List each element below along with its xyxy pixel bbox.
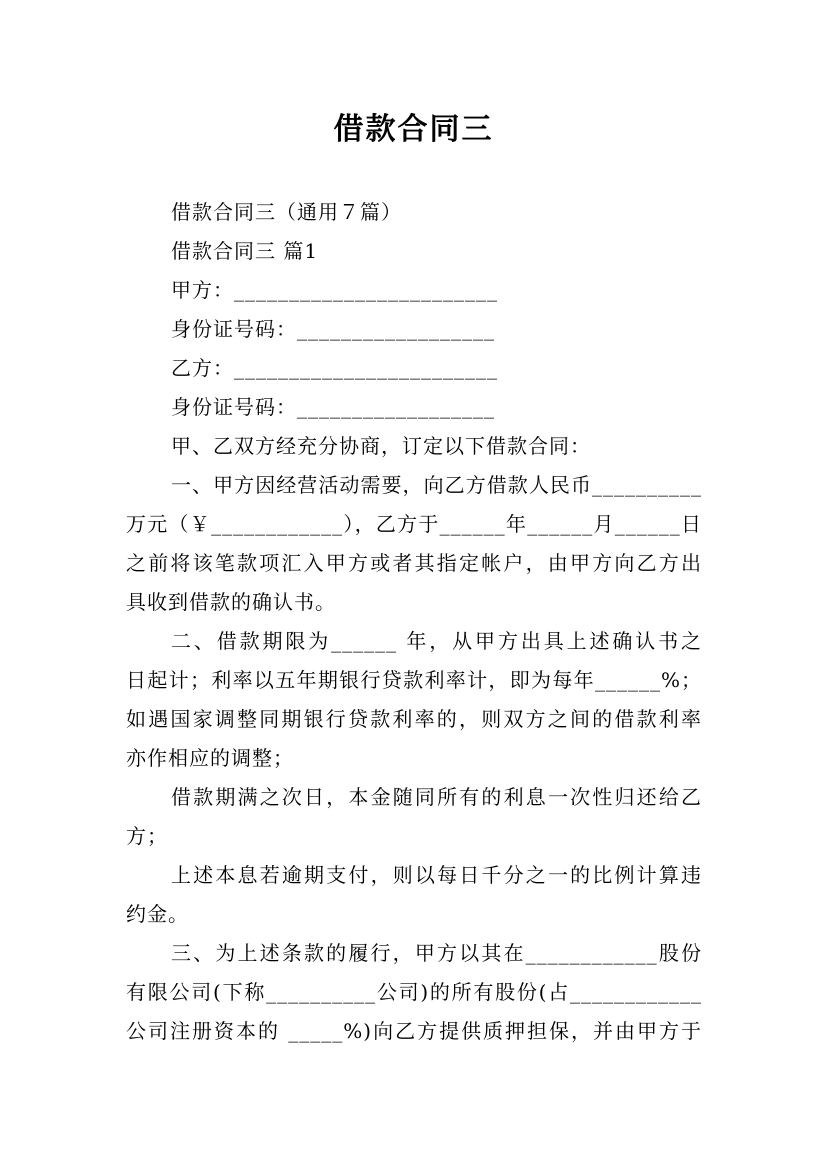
- line-text: 约金。: [126, 902, 189, 926]
- paragraph-line: [126, 934, 702, 973]
- paragraph-line: [126, 973, 702, 1012]
- line-text: 三、为上述条款的履行，甲方以其在____________股份: [171, 941, 702, 965]
- paragraph-line: [126, 544, 702, 583]
- line-text: 如遇国家调整同期银行贷款利率的，则双方之间的借款利率: [126, 707, 702, 731]
- paragraph-line: [126, 895, 702, 934]
- paragraph-line: [126, 271, 702, 310]
- line-text: 之前将该笔款项汇入甲方或者其指定帐户，由甲方向乙方出: [126, 551, 702, 575]
- paragraph-line: [126, 349, 702, 388]
- line-text: 身份证号码：__________________: [171, 317, 495, 341]
- paragraph-line: [126, 739, 702, 778]
- line-text: 一、甲方因经营活动需要，向乙方借款人民币__________: [171, 473, 702, 497]
- paragraph-line: [126, 505, 702, 544]
- paragraph-line: [126, 232, 702, 271]
- paragraph-line: [126, 193, 702, 232]
- paragraph-line: [126, 661, 702, 700]
- line-text: 甲、乙双方经充分协商，订定以下借款合同：: [171, 434, 591, 458]
- document-title: 借款合同三: [333, 112, 494, 147]
- line-text: 借款合同三（通用７篇）: [171, 200, 402, 224]
- line-text: 甲方：________________________: [171, 278, 498, 302]
- line-text: 借款期满之次日，本金随同所有的利息一次性归还给乙: [171, 785, 702, 809]
- paragraph-line: [126, 622, 702, 661]
- line-text: 万元（￥____________），乙方于______年______月______日: [126, 512, 702, 536]
- paragraph-line: [126, 817, 702, 856]
- line-text: 乙方：________________________: [171, 356, 498, 380]
- paragraph-line: [126, 466, 702, 505]
- paragraph-line: [126, 310, 702, 349]
- line-text: 方；: [126, 824, 168, 848]
- paragraph-line: [126, 583, 702, 622]
- line-text: 具收到借款的确认书。: [126, 590, 336, 614]
- line-text: 上述本息若逾期支付，则以每日千分之一的比例计算违: [171, 863, 702, 887]
- line-text: 借款合同三 篇1: [171, 239, 319, 263]
- line-text: 身份证号码：__________________: [171, 395, 495, 419]
- paragraph-line: [126, 700, 702, 739]
- document-body: [126, 193, 702, 1051]
- line-text: 二、借款期限为______ 年，从甲方出具上述确认书之: [171, 629, 702, 653]
- line-text: 有限公司(下称__________公司)的所有股份(占____________: [126, 980, 702, 1004]
- paragraph-line: [126, 427, 702, 466]
- line-text: 公司注册资本的 _____%)向乙方提供质押担保，并由甲方于: [126, 1019, 702, 1043]
- line-text: 亦作相应的调整；: [126, 746, 294, 770]
- paragraph-line: [126, 856, 702, 895]
- paragraph-line: [126, 1012, 702, 1051]
- paragraph-line: [126, 778, 702, 817]
- line-text: 日起计；利率以五年期银行贷款利率计，即为每年______%；: [126, 668, 702, 692]
- paragraph-line: [126, 388, 702, 427]
